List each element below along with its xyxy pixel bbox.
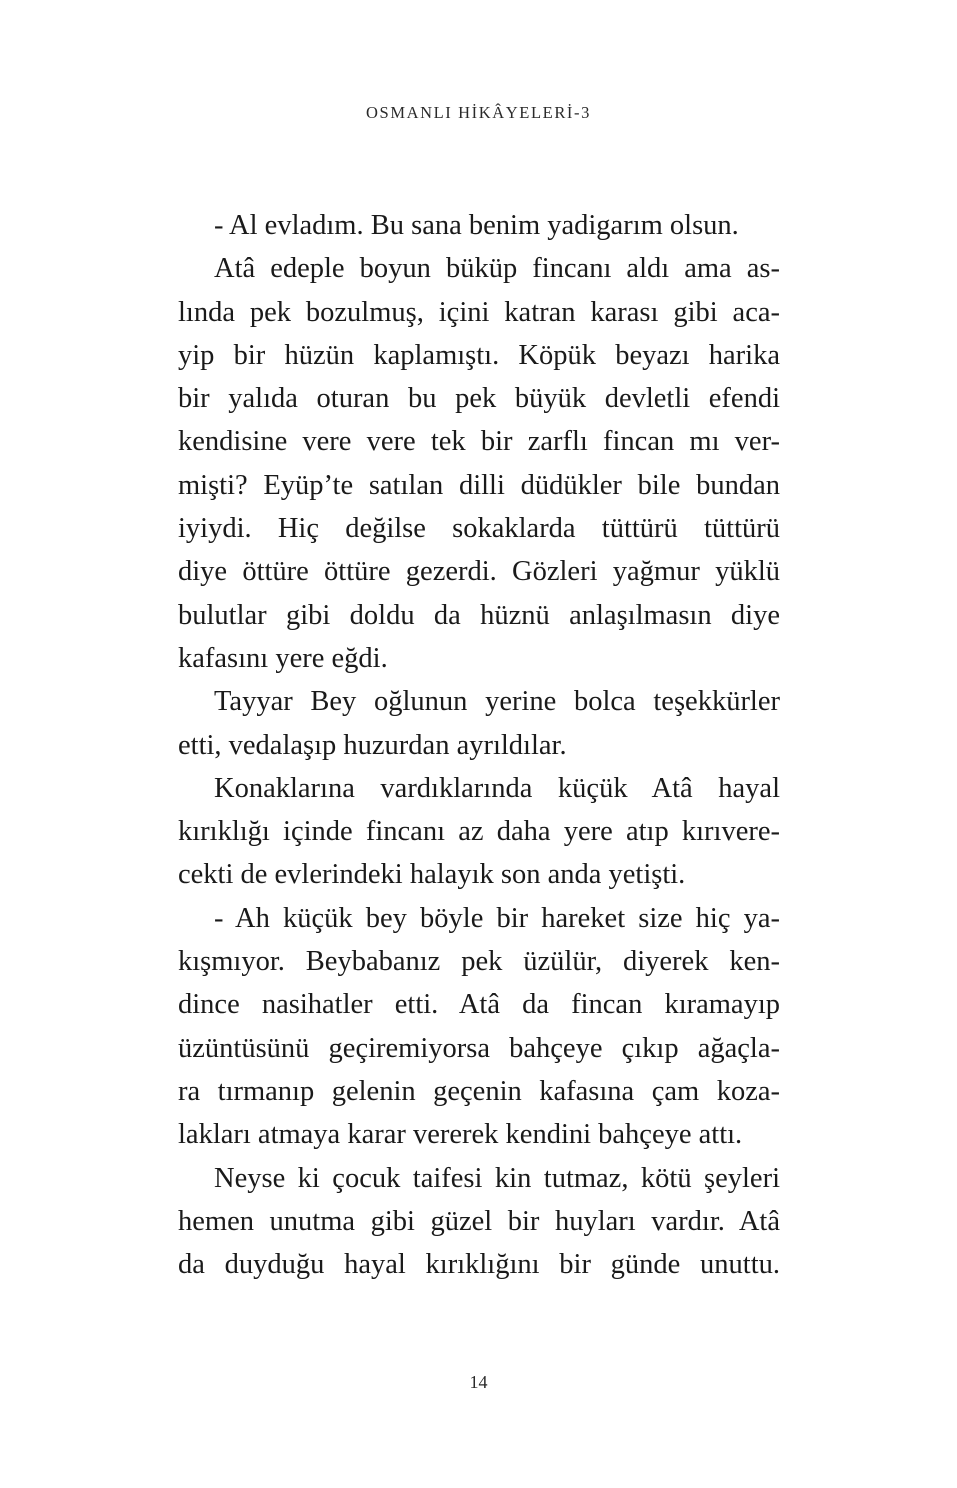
text-line: Atâ edeple boyun büküp fincanı aldı ama as- [214,253,780,285]
text-line: yip bir hüzün kaplamıştı. Köpük beyazı harika [178,339,780,371]
text-line: üzüntüsünü geçiremiyorsa bahçeye çıkıp ağaçla- [178,1032,780,1064]
text-line: Konaklarına vardıklarında küçük Atâ hayal [214,772,780,804]
text-line: kışmıyor. Beybabanız pek üzülür, diyerek ken- [178,946,780,978]
text-line: mişti? Eyüp’te satılan dilli düdükler bile bundan [178,469,780,501]
text-line: kendisine vere vere tek bir zarflı fincan mı ver- [178,426,780,458]
page-number: 14 [469,1372,488,1392]
text-line: iyiydi. Hiç değilse sokaklarda tüttürü tüttürü [178,513,780,545]
text-line: Neyse ki çocuk taifesi kin tutmaz, kötü şeyleri [214,1162,780,1194]
text-line: Tayyar Bey oğlunun yerine bolca teşekkürler [214,686,780,718]
text-line: kafasını yere eğdi. [178,642,388,674]
text-line: diye öttüre öttüre gezerdi. Gözleri yağmur yüklü [178,556,780,588]
text-line: da duyduğu hayal kırıklığını bir günde unuttu. [178,1249,780,1281]
text-line: hemen unutma gibi güzel bir huyları vardır. Atâ [178,1205,780,1237]
text-line: kırıklığı içinde fincanı az daha yere atıp kırıvere- [178,816,780,848]
text-line: cekti de evlerindeki halayık son anda yetişti. [178,859,686,891]
text-line: lında pek bozulmuş, içini katran karası gibi aca- [178,296,780,328]
text-line: lakları atmaya karar vererek kendini bahçeye attı. [178,1119,743,1151]
text-line: ra tırmanıp gelenin geçenin kafasına çam koza- [178,1075,780,1107]
text-line: bulutlar gibi doldu da hüznü anlaşılmasın diye [178,599,780,631]
text-line: bir yalıda oturan bu pek büyük devletli efendi [178,383,780,415]
text-line: - Al evladım. Bu sana benim yadigarım olsun. [214,210,739,241]
text-line: - Ah küçük bey böyle bir hareket size hiç ya- [214,902,780,934]
body-text [178,204,780,1286]
running-header: OSMANLI HİKÂYELERİ-3 [366,103,591,122]
text-line: etti, vedalaşıp huzurdan ayrıldılar. [178,729,567,761]
text-line: dince nasihatler etti. Atâ da fincan kıramayıp [178,989,780,1021]
